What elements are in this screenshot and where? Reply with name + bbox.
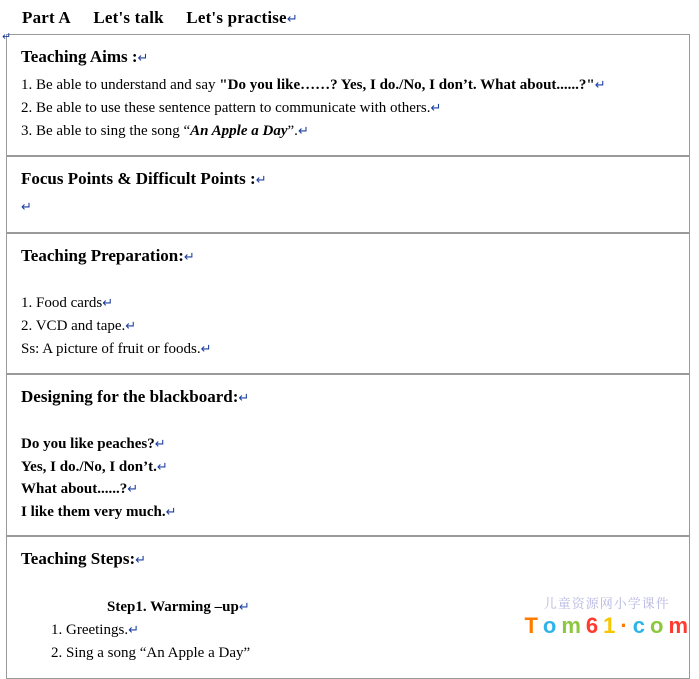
pilcrow-mark: ↵ [156, 458, 168, 474]
watermark-logo: T o m 6 1 · c o m [524, 613, 689, 638]
section-cell [7, 234, 690, 374]
section-focus-points [6, 156, 690, 233]
pilcrow-mark: ↵ [128, 622, 139, 638]
aim-line-2: 2. Be able to use these sentence pattern to communicate with others.↵ [21, 99, 442, 116]
watermark-text: 儿童资源网小学课件 [543, 596, 670, 611]
title-segment-lets-talk: Let's talk [93, 8, 164, 27]
blackboard-line-3: What about......?↵ [21, 481, 139, 498]
section-cell [7, 375, 690, 536]
pilcrow-mark: ↵ [594, 77, 606, 92]
section-title: Focus Points & Difficult Points :↵ [21, 169, 267, 189]
focus-empty-line [21, 197, 675, 219]
section-teaching-aims [6, 34, 690, 156]
pilcrow-mark: ↵ [183, 249, 195, 264]
pilcrow-mark: ↵ [102, 295, 114, 310]
spacer [21, 577, 675, 595]
pilcrow-mark: ↵ [238, 599, 250, 615]
pilcrow-mark: ↵ [154, 436, 166, 452]
spacer [21, 274, 675, 292]
preparation-line-2: 2. VCD and tape.↵ [21, 317, 137, 334]
pilcrow-mark: ↵ [286, 11, 298, 26]
pilcrow-mark: ↵ [200, 340, 212, 356]
pilcrow-mark: ↵ [21, 199, 32, 215]
aim-line-1: 1. Be able to understand and say "Do you like……? Yes, I do./No, I don’t. What about......?"↵ [21, 77, 606, 93]
preparation-line-3: Ss: A picture of fruit or foods.↵ [21, 340, 212, 357]
table-row [7, 35, 690, 156]
section-teaching-preparation [6, 233, 690, 374]
pilcrow-mark: ↵ [127, 481, 139, 497]
table-row [7, 375, 690, 536]
pilcrow-mark: ↵ [135, 552, 147, 568]
section-teaching-steps [6, 536, 690, 679]
blackboard-line-1: Do you like peaches?↵ [21, 436, 166, 453]
pilcrow-mark: ↵ [165, 503, 177, 519]
step-item-2: 2. Sing a song “An Apple a Day” [51, 645, 251, 662]
blackboard-line-4: I like them very much.↵ [21, 503, 177, 520]
section-cell [7, 35, 690, 156]
pilcrow-mark: ↵ [297, 122, 309, 138]
step-item-1: 1. Greetings.↵ [51, 622, 139, 639]
page-title [0, 0, 699, 34]
pilcrow-mark: ↵ [137, 50, 149, 65]
pilcrow-mark: ↵ [255, 172, 267, 188]
section-title: Teaching Steps:↵ [21, 549, 147, 569]
section-cell [7, 537, 690, 679]
section-designing-blackboard [6, 374, 690, 536]
table-row [7, 537, 690, 679]
title-segment-part-a: Part A [22, 8, 71, 27]
spacer [21, 415, 675, 433]
margin-pilcrow: ↵ [2, 31, 12, 43]
title-segment-lets-practise: Let's practise↵ [186, 8, 298, 27]
section-title: Teaching Aims :↵ [21, 47, 149, 66]
section-title: Teaching Preparation:↵ [21, 246, 195, 265]
table-row [7, 234, 690, 374]
pilcrow-mark: ↵ [238, 390, 250, 406]
pilcrow-mark: ↵ [430, 99, 442, 115]
section-cell [7, 157, 690, 233]
section-title: Designing for the blackboard:↵ [21, 387, 250, 407]
pilcrow-mark: ↵ [125, 317, 137, 333]
blackboard-line-2: Yes, I do./No, I don’t.↵ [21, 458, 168, 475]
preparation-line-1: 1. Food cards↵ [21, 295, 114, 311]
step-heading: Step1. Warming –up↵ [107, 599, 250, 616]
table-row [7, 157, 690, 233]
aim-line-3: 3. Be able to sing the song “An Apple a Day”.↵ [21, 122, 309, 139]
